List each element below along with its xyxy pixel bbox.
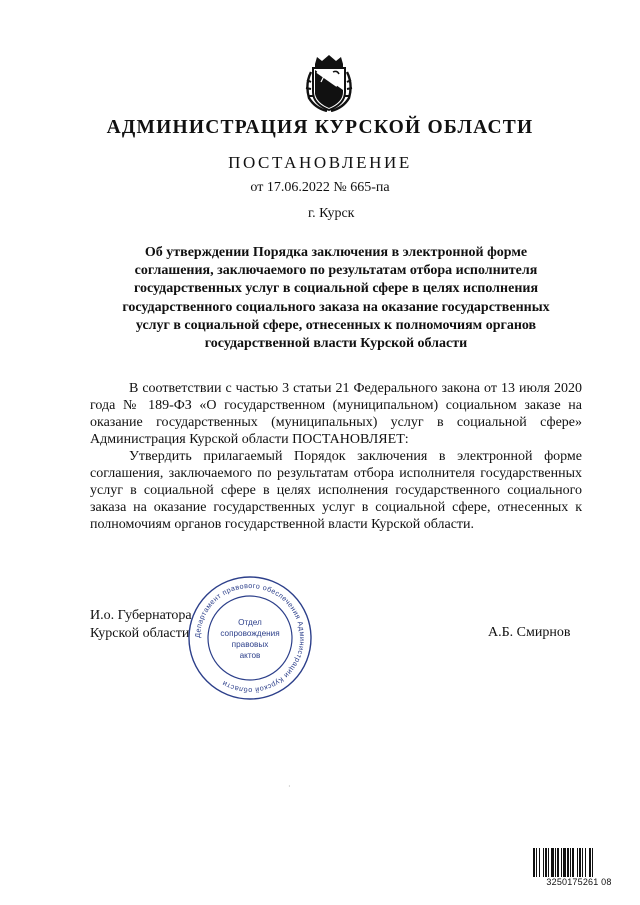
signatory-name: А.Б. Смирнов (488, 625, 571, 640)
barcode-bar (567, 848, 569, 878)
barcode-bar (555, 848, 556, 878)
barcode-bar (548, 848, 549, 878)
barcode-bar (545, 848, 547, 878)
barcode-bar (592, 848, 593, 878)
barcode-bar (536, 848, 537, 878)
scan-mark: · (288, 782, 291, 791)
barcode-bar (577, 848, 578, 878)
coat-of-arms-icon (303, 54, 355, 112)
barcode-bar (563, 848, 566, 878)
document-city: г. Курск (308, 206, 355, 221)
stamp-center-line: актов (239, 651, 261, 660)
barcode-bar (582, 848, 583, 878)
barcode-bar (585, 848, 586, 878)
barcode-bar (589, 848, 591, 878)
organization-title: АДМИНИСТРАЦИЯ КУРСКОЙ ОБЛАСТИ (106, 117, 534, 138)
stamp-center-line: сопровождения (220, 629, 280, 638)
subject-line: государственной власти Курской области (204, 336, 468, 352)
stamp-ring-text: Департамент правового обеспечения Администрации Курской области (192, 580, 308, 696)
barcode-bar (557, 848, 559, 878)
barcode-bar (579, 848, 581, 878)
document-subject (90, 244, 582, 353)
body-paragraph: Утвердить прилагаемый Порядок заключения в электронной форме соглашения, заключаемого по результатам отбора исполнителя государственных услуг в социальной сфере в целях исполнения государственного социального заказа на оказание государственных услуг в социальной сфере, отнесенных к полномочиям органов государственной власти Курской области. (90, 449, 582, 532)
signatory-position-line: Курской области (90, 626, 190, 641)
barcode-bar (551, 848, 554, 878)
signatory-position-line: И.о. Губернатора (90, 608, 192, 623)
document-type: ПОСТАНОВЛЕНИЕ (228, 153, 412, 172)
subject-line: государственного социального заказа на оказание государственных (122, 299, 550, 315)
stamp-center-line: правовых (231, 640, 269, 649)
barcode-bar (561, 848, 562, 878)
document-body (90, 380, 582, 533)
barcode-bar (533, 848, 535, 878)
document-date-number: от 17.06.2022 № 665-па (250, 180, 390, 195)
barcode-bar (543, 848, 544, 878)
barcode-bar (572, 848, 574, 878)
subject-line: соглашения, заключаемого по результатам отбора исполнителя (134, 263, 538, 279)
body-paragraph: В соответствии с частью 3 статьи 21 Федерального закона от 13 июля 2020 года № 189-ФЗ «О государственном (муниципальном) социальном заказе на оказание государственных (муниципальных) услуг в социальной сфере» Администрация Курской области ПОСТАНОВЛЯЕТ: (90, 381, 582, 447)
stamp-center-line: Отдел (238, 618, 262, 627)
barcode-number: 3250175261 08 (533, 877, 625, 887)
subject-line: Об утверждении Порядка заключения в электронной форме (144, 245, 528, 260)
signatory-position (90, 607, 192, 643)
subject-line: государственных услуг в социальной сфере в целях исполнения (133, 281, 539, 297)
barcode-bar (570, 848, 571, 878)
barcode-bar (539, 848, 540, 878)
official-stamp (186, 576, 314, 700)
subject-line: услуг в социальной сфере, отнесенных к полномочиям органов (135, 317, 537, 333)
